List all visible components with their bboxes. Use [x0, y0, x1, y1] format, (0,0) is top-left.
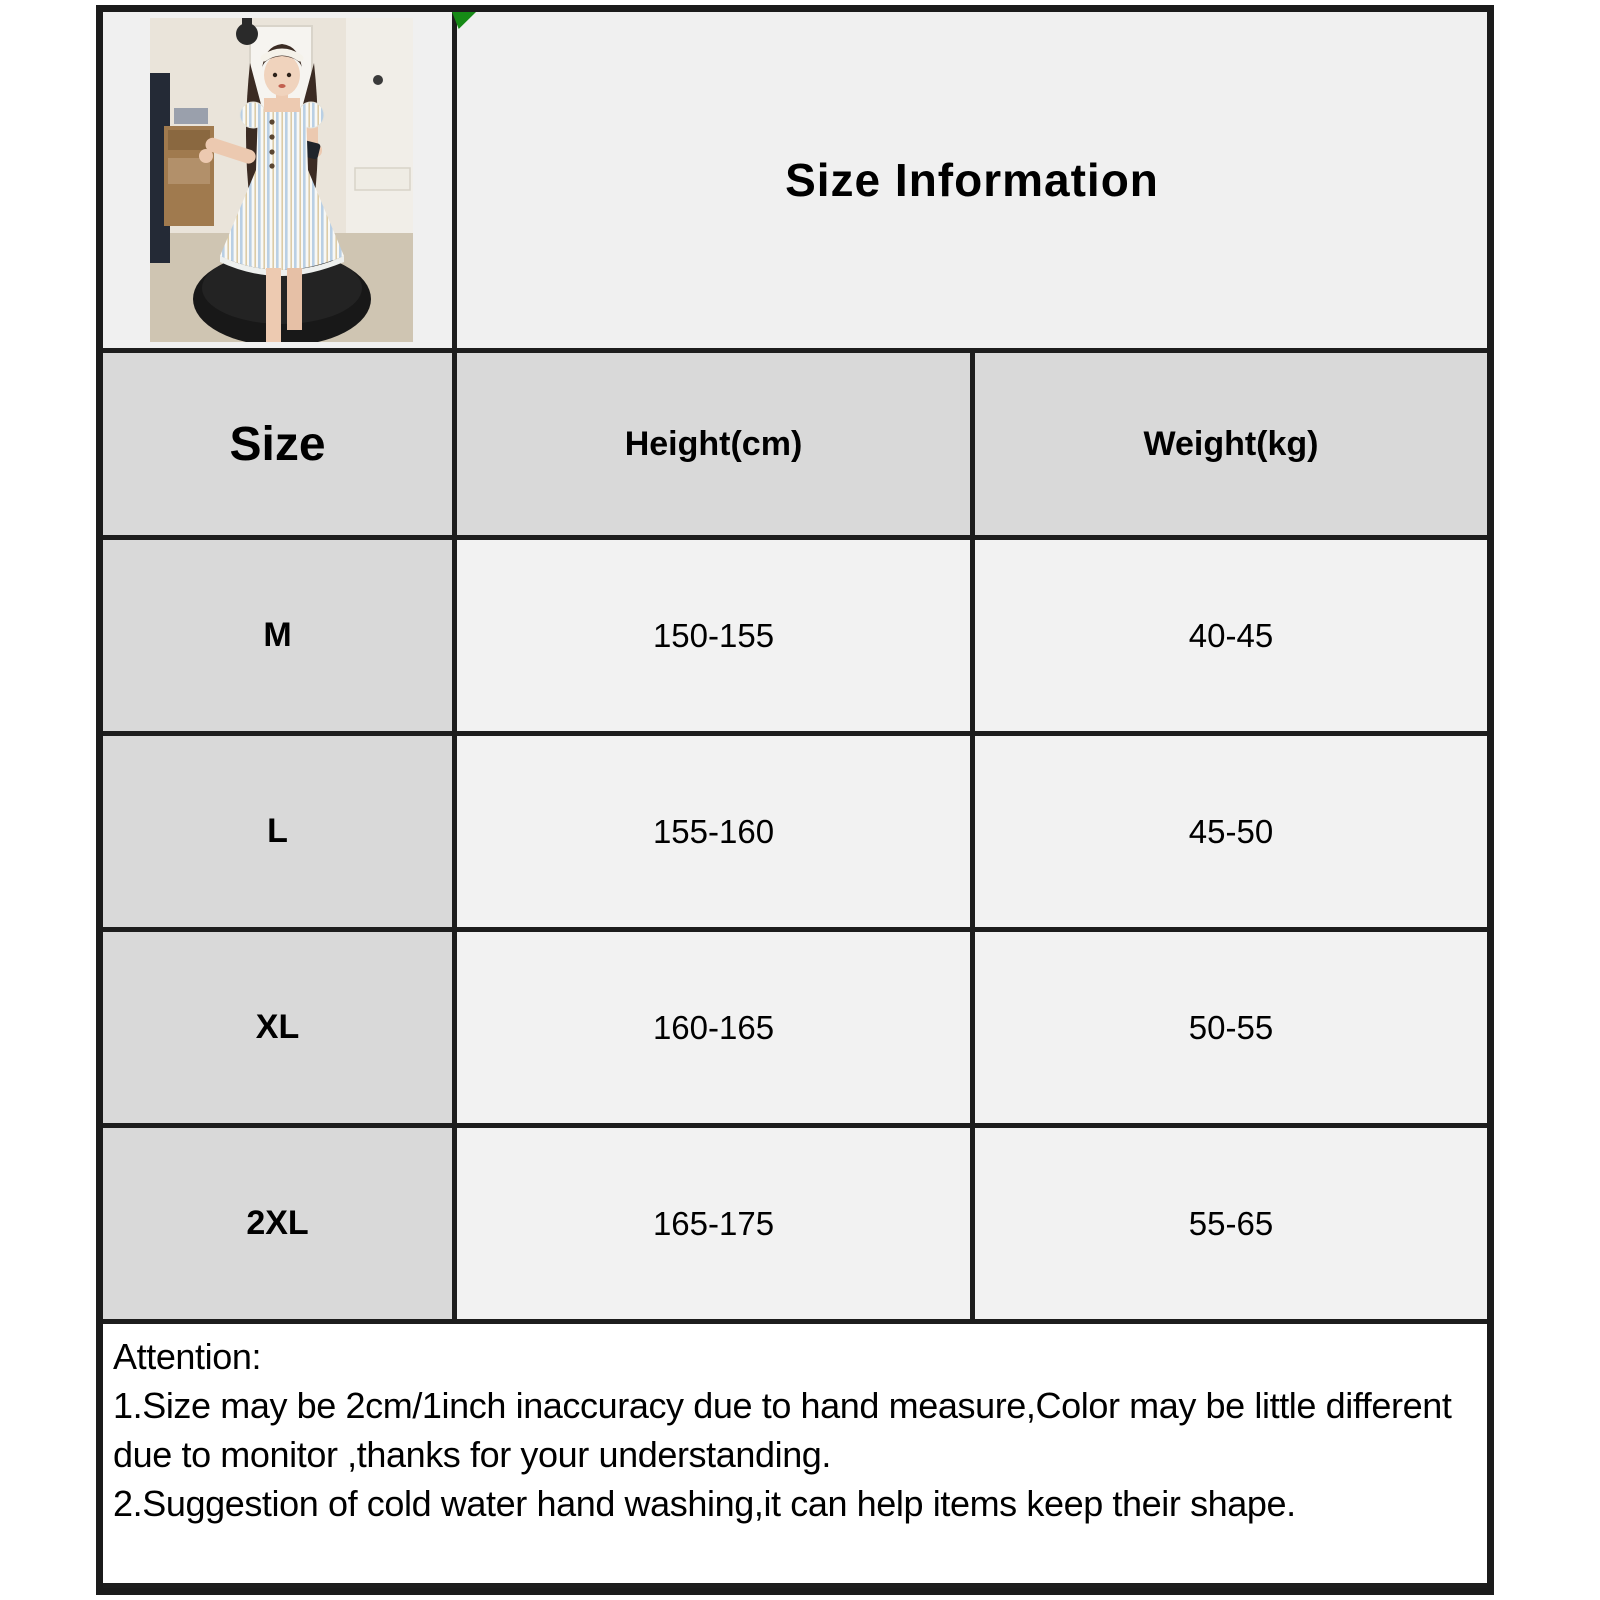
height-cell [457, 540, 975, 731]
attention-section [103, 1324, 1487, 1588]
product-photo-cell [103, 12, 457, 348]
right-hand [199, 149, 213, 163]
shelf-box [168, 130, 210, 150]
attention-heading: Attention: [113, 1336, 262, 1377]
weight-cell [975, 736, 1487, 927]
attention-item-1: 1.Size may be 2cm/1inch inaccuracy due to hand measure,Color may be little different due to monitor ,thanks for your understanding. [113, 1385, 1452, 1475]
wall-object [373, 75, 383, 85]
attention-item-2: 2.Suggestion of cold water hand washing,it can help items keep their shape. [113, 1483, 1296, 1524]
height-value: 155-160 [652, 812, 775, 850]
header-height-label: Height(cm) [624, 424, 803, 463]
eye-right [287, 73, 291, 77]
product-photo [150, 18, 413, 342]
weight-value: 55-65 [1188, 1204, 1274, 1242]
square-neckline [264, 98, 300, 112]
size-cell [103, 540, 457, 731]
left-leg [266, 268, 281, 342]
weight-value: 40-45 [1188, 616, 1274, 654]
size-label: 2XL [246, 1204, 309, 1242]
button-1 [269, 119, 274, 124]
header-size-cell [103, 353, 457, 535]
size-chart-sheet [96, 5, 1494, 1595]
table-row [103, 932, 1487, 1128]
weight-cell [975, 1128, 1487, 1319]
lamp-mount [242, 18, 252, 26]
size-cell [103, 736, 457, 927]
weight-cell [975, 932, 1487, 1123]
size-cell [103, 932, 457, 1123]
header-weight-cell [975, 353, 1487, 535]
size-label: XL [255, 1008, 300, 1046]
lips [278, 84, 285, 88]
height-cell [457, 1128, 975, 1319]
height-value: 150-155 [652, 616, 775, 654]
shelf-top-box [174, 108, 208, 124]
header-weight-label: Weight(kg) [1143, 424, 1319, 463]
height-value: 160-165 [652, 1008, 775, 1046]
height-cell [457, 736, 975, 927]
weight-cell [975, 540, 1487, 731]
page-title: Size Information [785, 154, 1159, 206]
right-leg [287, 268, 302, 330]
table-header-row [103, 353, 1487, 540]
title-cell [457, 12, 1487, 348]
size-label: L [267, 812, 288, 850]
header-size-label: Size [229, 417, 326, 471]
size-cell [103, 1128, 457, 1319]
button-4 [269, 163, 274, 168]
size-label: M [263, 616, 292, 654]
weight-value: 45-50 [1188, 812, 1274, 850]
top-row [103, 12, 1487, 353]
dress-bodice [256, 110, 308, 170]
ceiling-lamp [236, 23, 258, 45]
attention-text-block [103, 1324, 1487, 1528]
table-row [103, 1128, 1487, 1324]
bench [355, 168, 410, 190]
weight-value: 50-55 [1188, 1008, 1274, 1046]
right-wall [346, 18, 413, 233]
table-row [103, 540, 1487, 736]
table-row [103, 736, 1487, 932]
face [264, 54, 300, 96]
height-cell [457, 932, 975, 1123]
button-3 [269, 149, 274, 154]
button-2 [269, 134, 274, 139]
header-height-cell [457, 353, 975, 535]
product-photo-wrap [103, 12, 452, 348]
eye-left [273, 73, 277, 77]
height-value: 165-175 [652, 1204, 775, 1242]
